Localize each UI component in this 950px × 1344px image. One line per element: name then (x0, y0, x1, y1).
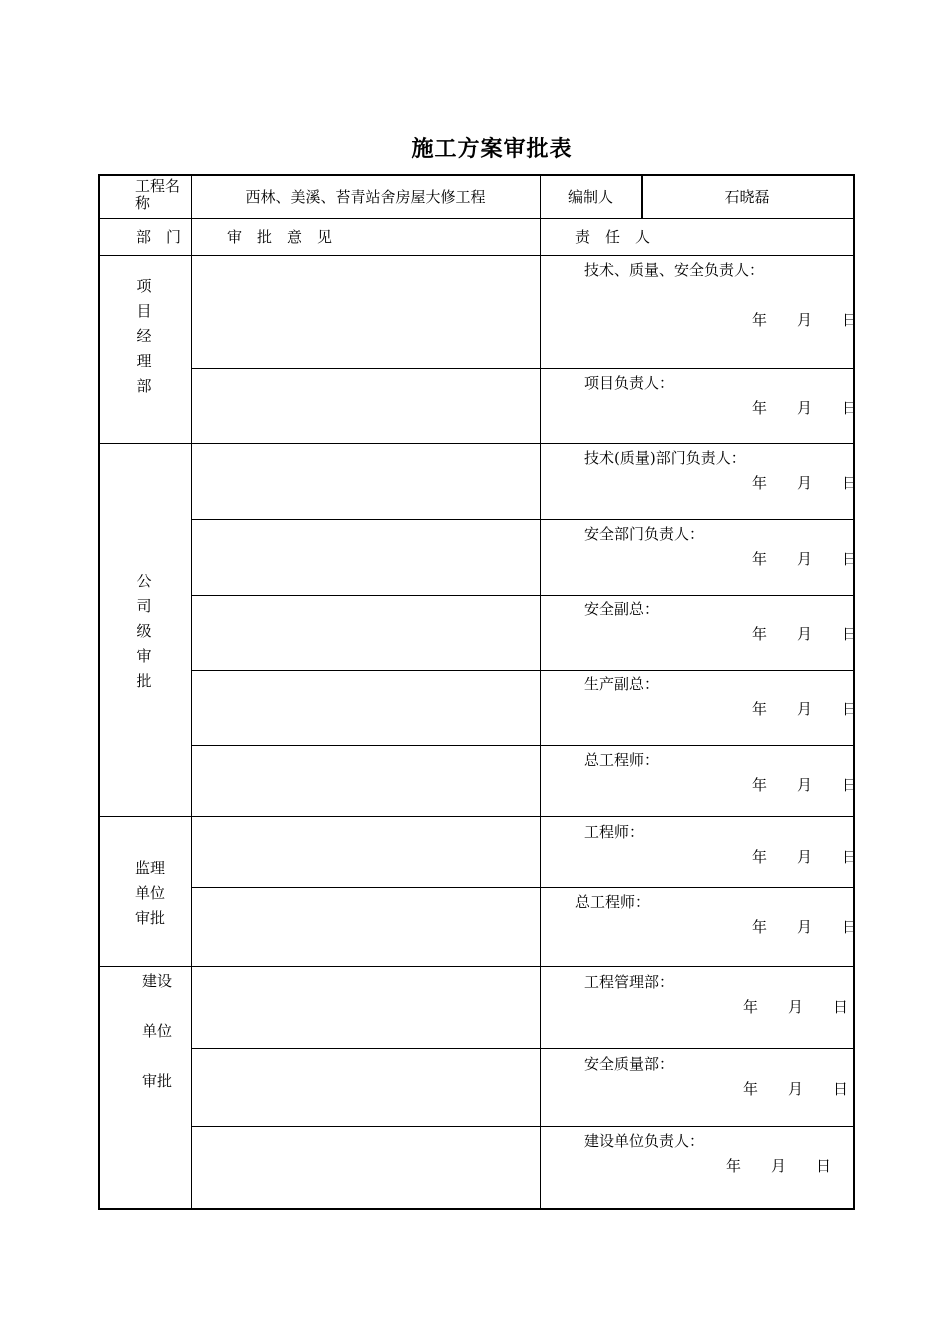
date-line: 年 月 日 (752, 625, 858, 643)
row-divider (191, 887, 853, 888)
responsible-column-header: 责 任 人 (575, 228, 651, 246)
role-chief-engineer: 总工程师： (584, 751, 660, 769)
role-construction-unit-lead: 建设单位负责人： (584, 1132, 705, 1150)
row-divider (191, 1048, 853, 1049)
role-safety-quality-dept: 安全质量部： (584, 1055, 675, 1073)
date-line: 年 月 日 (752, 776, 858, 794)
section-company: 公司级审批 (136, 572, 152, 690)
dept-column-header: 部 门 (136, 228, 182, 246)
role-engineer: 工程师： (584, 823, 645, 841)
role-safety-dept-lead: 安全部门负责人： (584, 525, 705, 543)
form-title: 施工方案审批表 (411, 136, 573, 162)
section-supervision: 监理单位审批 (135, 859, 166, 927)
section-construction-line2: 单位 (142, 1022, 173, 1040)
column-divider (191, 176, 192, 1208)
date-line: 年 月 日 (752, 700, 858, 718)
row-divider (100, 966, 853, 967)
project-name-value: 西林、美溪、苔青站舍房屋大修工程 (245, 188, 486, 206)
opinion-column-header: 审 批 意 见 (227, 228, 333, 246)
row-divider (100, 443, 853, 444)
row-divider (100, 218, 853, 219)
role-supervision-chief-engineer: 总工程师： (575, 893, 651, 911)
row-divider (100, 816, 853, 817)
section-construction-line1: 建设 (142, 972, 173, 990)
date-line: 年 月 日 (743, 998, 849, 1016)
row-divider (191, 745, 853, 746)
role-tech-quality-safety: 技术、质量、安全负责人： (584, 261, 765, 279)
role-project-lead: 项目负责人： (584, 374, 675, 392)
row-divider (191, 368, 853, 369)
row-divider (100, 255, 853, 256)
section-project-dept: 项目经理部 (136, 277, 152, 395)
date-line: 年 月 日 (752, 918, 858, 936)
role-safety-vp: 安全副总： (584, 600, 660, 618)
date-line: 年 月 日 (752, 474, 858, 492)
role-production-vp: 生产副总： (584, 675, 660, 693)
author-label: 编制人 (567, 188, 613, 206)
date-line: 年 月 日 (726, 1157, 832, 1175)
row-divider (191, 1126, 853, 1127)
author-value: 石晓磊 (724, 188, 770, 206)
date-line: 年 月 日 (743, 1080, 849, 1098)
column-divider (540, 176, 541, 1208)
role-tech-dept-lead: 技术(质量)部门负责人： (584, 449, 746, 467)
role-engineering-mgmt-dept: 工程管理部： (584, 973, 675, 991)
date-line: 年 月 日 (752, 399, 858, 417)
row-divider (191, 670, 853, 671)
row-divider (191, 519, 853, 520)
date-line: 年 月 日 (752, 550, 858, 568)
date-line: 年 月 日 (752, 848, 858, 866)
approval-form-table (98, 174, 858, 1210)
date-line: 年 月 日 (752, 311, 858, 329)
project-name-label: 工程名称 (135, 178, 181, 212)
row-divider (191, 595, 853, 596)
section-construction-line3: 审批 (142, 1072, 173, 1090)
